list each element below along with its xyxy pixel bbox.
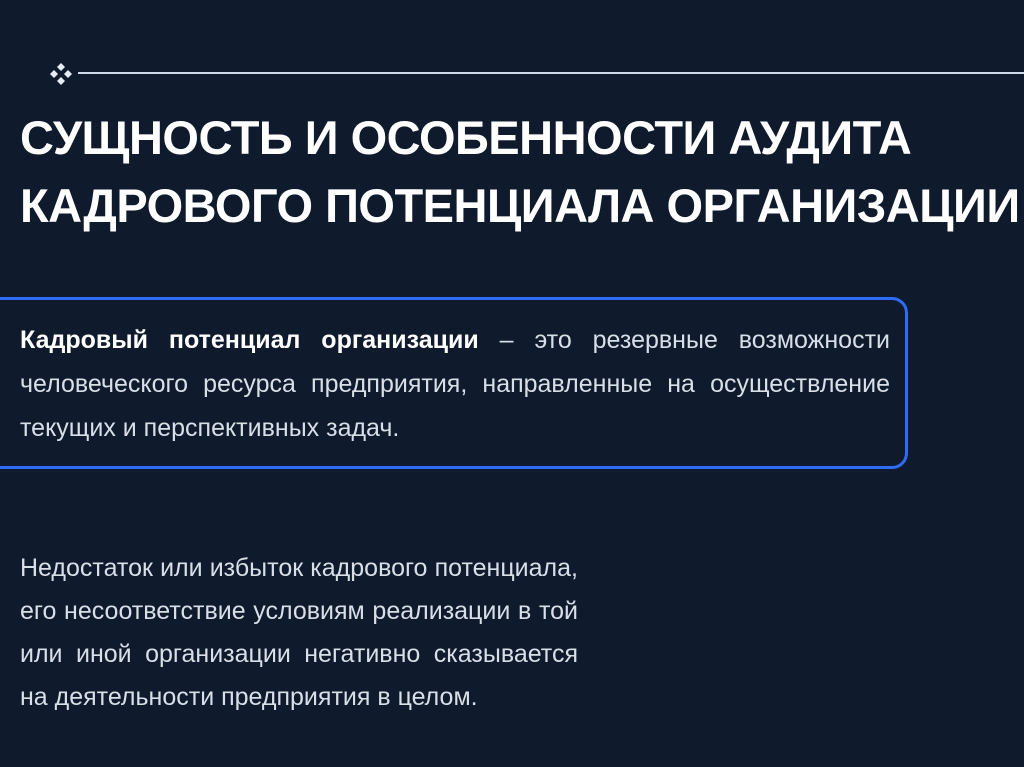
definition-text <box>20 318 890 450</box>
diamond-cluster-icon <box>48 61 74 87</box>
top-divider-line <box>78 72 1024 74</box>
definition-term: Кадровый потенциал организации <box>20 326 479 354</box>
definition-body: – это резервные возможности человеческого ресурса предприятия, направленные на осуществление текущих и перспективных задач. <box>20 326 890 442</box>
slide-title-line-2: КАДРОВОГО ПОТЕНЦИАЛА ОРГАНИЗАЦИИ <box>20 179 1020 232</box>
slide-title <box>20 104 1020 240</box>
body-paragraph: Недостаток или избыток кадрового потенциала, его несоответствие условиям реализации в той или иной организации негативно сказывается на деятельности предприятия в целом. <box>20 554 578 711</box>
slide-title-line-1: СУЩНОСТЬ И ОСОБЕННОСТИ АУДИТА <box>20 111 912 164</box>
